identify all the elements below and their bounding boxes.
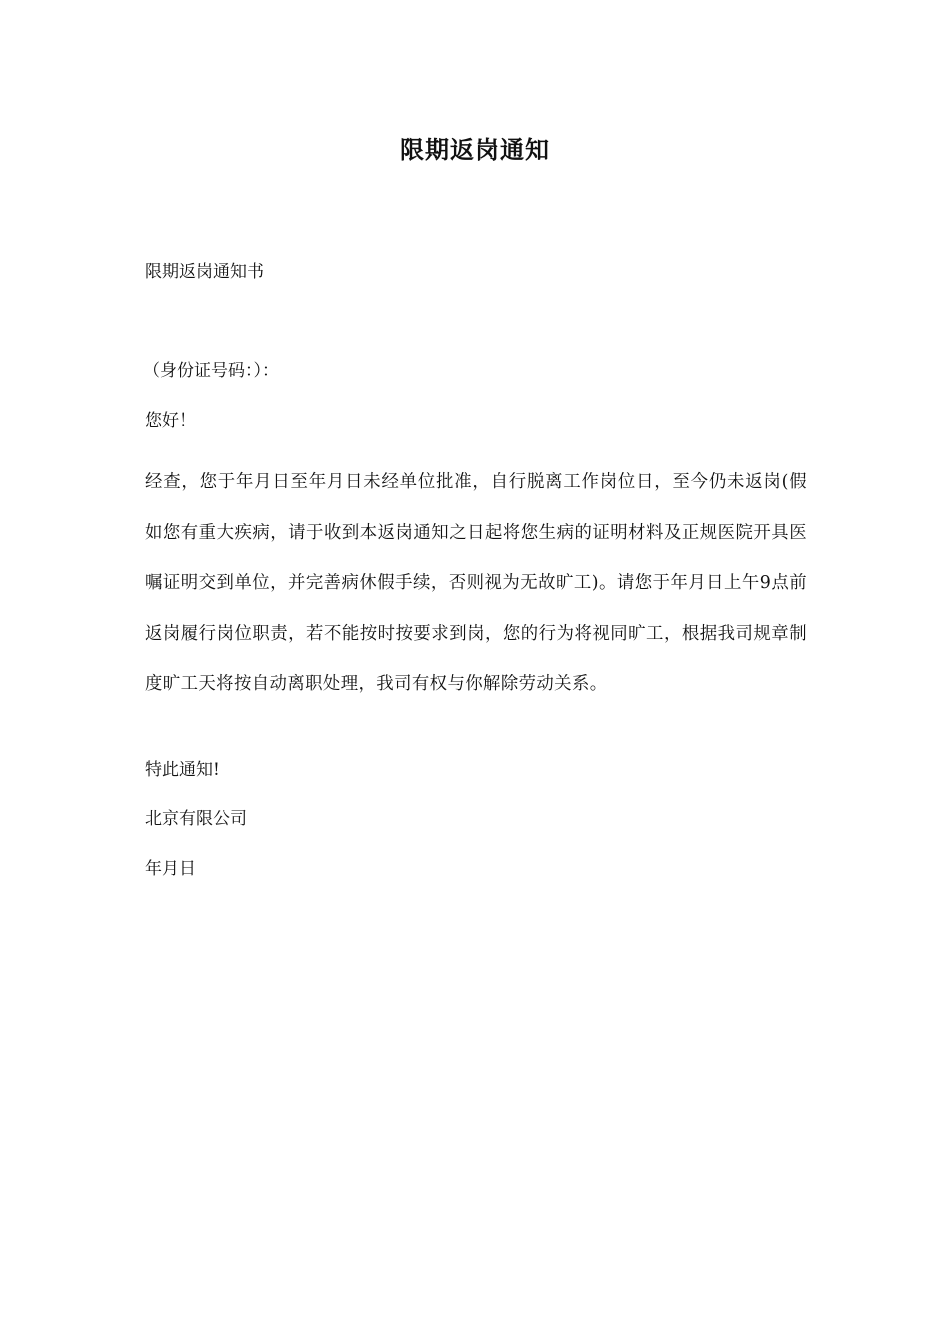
document-title: 限期返岗通知: [400, 136, 550, 164]
company-name: 北京有限公司: [145, 809, 247, 829]
closing-line: 特此通知!: [145, 760, 220, 780]
recipient-id-line: （身份证号码：）：: [143, 361, 279, 381]
greeting: 您好！: [145, 411, 196, 431]
issue-date: 年月日: [145, 859, 196, 879]
notice-subtitle: 限期返岗通知书: [145, 262, 264, 282]
notice-body: 经查，您于年月日至年月日未经单位批准，自行脱离工作岗位日，至今仍未返岗(假如您有重大疾病，请于收到本返岗通知之日起将您生病的证明材料及正规医院开具医嘱证明交到单位，并完善病休假手续，否则视为无故旷工)。请您于年月日上午9点前返岗履行岗位职责，若不能按时按要求到岗，您的行为将视同旷工，根据我司规章制度旷工天将按自动离职处理，我司有权与你解除劳动关系。: [145, 472, 807, 694]
